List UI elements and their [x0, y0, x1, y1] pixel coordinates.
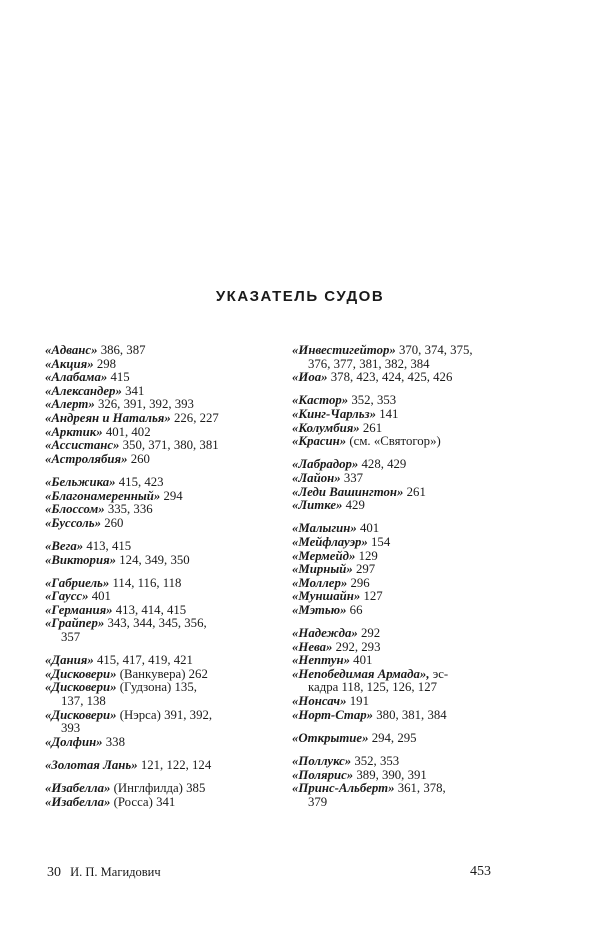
page-refs-continued: 357	[61, 630, 81, 645]
entry-group	[45, 759, 260, 773]
ship-name: «Открытие»	[292, 730, 369, 745]
page-refs: 326, 391, 392, 393	[97, 397, 194, 412]
index-entry	[292, 408, 504, 422]
entry-group	[45, 654, 260, 749]
index-entry	[292, 782, 504, 796]
index-entry	[292, 458, 504, 472]
ship-name: «Нептун»	[292, 653, 350, 668]
page-refs: 294, 295	[371, 730, 417, 745]
page-refs: 127	[363, 589, 383, 604]
index-entry	[45, 371, 260, 385]
index-entry	[292, 563, 504, 577]
index-entry	[292, 435, 504, 449]
page-refs: 415, 417, 419, 421	[96, 653, 193, 668]
ship-name: «Ассистанс»	[45, 438, 120, 453]
entry-group	[292, 755, 504, 809]
ship-name: «Астролябия»	[45, 451, 128, 466]
entry-group	[292, 344, 504, 385]
index-entry	[292, 344, 504, 358]
index-entry	[45, 736, 260, 750]
entry-group	[292, 522, 504, 617]
ship-note: (см. «Святогор»)	[349, 434, 441, 449]
index-entry	[292, 654, 504, 668]
page-refs: 124, 349, 350	[119, 552, 190, 567]
ship-name: «Дисковери»	[45, 707, 117, 722]
page-refs: 413, 415	[86, 538, 132, 553]
ship-note: (Ванкувера)	[119, 666, 186, 681]
ship-note: (Инглфилда)	[113, 781, 183, 796]
page-refs: 337	[343, 470, 364, 485]
ship-name: «Надежда»	[292, 626, 358, 641]
index-entry	[45, 681, 260, 695]
ship-name: «Лабрадор»	[292, 457, 359, 472]
index-entry	[292, 641, 504, 655]
index-entry	[292, 709, 504, 723]
page-refs: 401	[360, 521, 380, 536]
entry-group	[45, 344, 260, 466]
ship-name: «Гаусс»	[45, 589, 89, 604]
page-refs-continued: 137, 138	[61, 694, 106, 709]
index-entry	[45, 540, 260, 554]
page-refs-continued: 393	[61, 721, 81, 736]
page-refs: 341	[156, 794, 176, 809]
page-refs: 429	[345, 498, 365, 513]
ship-name: «Изабелла»	[45, 794, 111, 809]
ship-name: «Грайпер»	[45, 616, 105, 631]
page-refs: 294	[163, 488, 183, 503]
ship-note: (Росса)	[113, 794, 153, 809]
page-refs: эс-	[432, 666, 449, 681]
ship-name: «Литке»	[292, 498, 343, 513]
index-entry	[45, 344, 260, 358]
ship-name: «Красин»	[292, 434, 347, 449]
page-refs: 298	[96, 356, 117, 371]
page-refs: 343, 344, 345, 356,	[107, 616, 207, 631]
index-entry	[292, 499, 504, 513]
page-refs: 260	[130, 451, 150, 466]
ship-name: «Непобедимая Армада»,	[292, 666, 430, 681]
page-refs: 401	[353, 653, 373, 668]
ship-name: «Долфин»	[45, 734, 103, 749]
page-refs: 154	[371, 534, 391, 549]
ship-name: «Инвестигейтор»	[292, 343, 396, 357]
page-refs: 370, 374, 375,	[398, 343, 473, 357]
page-refs: 191	[349, 694, 369, 709]
index-entry	[292, 422, 504, 436]
index-entry	[45, 385, 260, 399]
index-title: УКАЗАТЕЛЬ СУДОВ	[215, 288, 385, 305]
page-refs: 350, 371, 380, 381	[122, 438, 219, 453]
entry-group	[292, 732, 504, 746]
index-entry	[45, 554, 260, 568]
page-refs-continued: 376, 377, 381, 382, 384	[308, 356, 430, 371]
index-entry	[292, 371, 504, 385]
entry-group	[292, 627, 504, 722]
page-refs: 226, 227	[174, 410, 219, 425]
page-refs: 341	[125, 383, 145, 398]
page-refs: 338	[105, 734, 125, 749]
footer-signature	[47, 865, 161, 881]
ship-name: «Германия»	[45, 602, 113, 617]
ship-name: «Леди Вашингтон»	[292, 484, 404, 499]
entry-group	[45, 540, 260, 567]
index-entry	[45, 398, 260, 412]
index-column-left	[45, 344, 260, 819]
ship-name: «Норт-Стар»	[292, 707, 374, 722]
page-refs: 361, 378,	[397, 781, 446, 796]
page-refs: 297	[356, 562, 376, 577]
page-refs: 335, 336	[107, 502, 153, 517]
page-refs: 129	[358, 548, 378, 563]
ship-name: «Александер»	[45, 383, 122, 398]
index-entry	[45, 796, 260, 810]
index-entry	[292, 755, 504, 769]
page-refs: 292	[361, 626, 381, 641]
entry-group	[292, 394, 504, 448]
ship-name: «Алерт»	[45, 397, 95, 412]
ship-name: «Мейфлауэр»	[292, 534, 368, 549]
ship-name: «Вега»	[45, 538, 84, 553]
page-refs: 415	[110, 370, 130, 385]
index-entry	[45, 503, 260, 517]
ship-note: (Нэрса)	[119, 707, 161, 722]
ship-name: «Акция»	[45, 356, 94, 371]
ship-name: «Принс-Альберт»	[292, 781, 395, 796]
index-entry	[45, 604, 260, 618]
index-entry	[292, 577, 504, 591]
ship-name: «Мэтью»	[292, 602, 347, 617]
entry-group	[45, 577, 260, 645]
index-entry	[292, 668, 504, 682]
page-refs-continued: кадра 118, 125, 126, 127	[308, 680, 437, 695]
page-refs: 135,	[174, 680, 197, 695]
page-refs: 66	[349, 602, 363, 617]
entry-group	[45, 476, 260, 530]
page-refs: 296	[350, 575, 370, 590]
ship-name: «Мирный»	[292, 562, 353, 577]
ship-name: «Мермейд»	[292, 548, 356, 563]
page-refs: 386, 387	[100, 343, 146, 357]
ship-name: «Золотая Лань»	[45, 758, 138, 772]
ship-name: «Кастор»	[292, 393, 349, 408]
index-entry	[45, 439, 260, 453]
ship-name: «Буссоль»	[45, 515, 101, 530]
page-refs: 141	[379, 406, 399, 421]
index-entry	[292, 536, 504, 550]
index-entry	[292, 590, 504, 604]
index-entry	[45, 476, 260, 490]
index-entry	[45, 426, 260, 440]
index-entry	[292, 394, 504, 408]
index-entry	[292, 769, 504, 783]
index-entry	[292, 627, 504, 641]
ship-name: «Поллукс»	[292, 754, 352, 768]
page-refs: 121, 122, 124	[140, 758, 212, 772]
ship-name: «Алабама»	[45, 370, 108, 385]
author-name: И. П. Магидович	[70, 865, 161, 879]
index-entry	[292, 472, 504, 486]
ship-name: «Арктик»	[45, 424, 103, 439]
signature-number: 30	[47, 865, 61, 880]
page-refs: 391, 392,	[164, 707, 213, 722]
ship-name: «Дисковери»	[45, 680, 117, 695]
index-entry	[45, 668, 260, 682]
index-entry	[45, 590, 260, 604]
ship-name: «Адванс»	[45, 343, 98, 357]
ship-name: «Дания»	[45, 653, 94, 668]
ship-name: «Муншайн»	[292, 589, 361, 604]
entry-group	[45, 782, 260, 809]
ship-note: (Гудзона)	[119, 680, 172, 695]
page-refs-continued: 379	[308, 794, 328, 809]
page-refs: 428, 429	[361, 457, 407, 472]
index-entry	[292, 695, 504, 709]
ship-name: «Дисковери»	[45, 666, 117, 681]
page-refs: 380, 381, 384	[376, 707, 447, 722]
page-refs: 415, 423	[118, 474, 164, 489]
index-entry	[45, 358, 260, 372]
index-entry	[45, 412, 260, 426]
page-refs: 260	[104, 515, 124, 530]
entry-group	[292, 458, 504, 512]
page-refs: 352, 353	[354, 754, 400, 768]
ship-name: «Бельжика»	[45, 474, 116, 489]
index-entry	[45, 453, 260, 467]
index-entry	[45, 709, 260, 723]
ship-name: «Кинг-Чарльз»	[292, 406, 376, 421]
ship-name: «Блоссом»	[45, 502, 105, 517]
index-entry	[45, 759, 260, 773]
index-entry	[45, 782, 260, 796]
ship-name: «Лайон»	[292, 470, 341, 485]
ship-name: «Иоа»	[292, 370, 328, 385]
page-refs: 401	[91, 589, 111, 604]
index-entry	[45, 490, 260, 504]
index-entry	[292, 486, 504, 500]
index-entry	[292, 604, 504, 618]
ship-name: «Нева»	[292, 639, 333, 654]
ship-name: «Нонсач»	[292, 694, 347, 709]
index-entry	[292, 732, 504, 746]
ship-name: «Благонамеренный»	[45, 488, 161, 503]
ship-name: «Виктория»	[45, 552, 117, 567]
ship-name: «Моллер»	[292, 575, 348, 590]
page-refs: 261	[406, 484, 426, 499]
page-refs: 352, 353	[351, 393, 397, 408]
index-entry	[45, 654, 260, 668]
ship-name: «Изабелла»	[45, 781, 111, 796]
ship-name: «Полярис»	[292, 767, 354, 782]
ship-name: «Малыгин»	[292, 521, 357, 536]
index-column-right	[292, 344, 504, 819]
page-refs: 114, 116, 118	[112, 575, 182, 590]
page-refs: 385	[186, 781, 206, 796]
page-refs: 401, 402	[105, 424, 151, 439]
index-entry	[45, 517, 260, 531]
page-refs: 262	[188, 666, 208, 681]
page-refs: 261	[362, 420, 383, 435]
page-refs: 378, 423, 424, 425, 426	[330, 370, 453, 385]
ship-name: «Колумбия»	[292, 420, 360, 435]
index-entry	[45, 577, 260, 591]
ship-name: «Андреян и Наталья»	[45, 410, 171, 425]
index-entry	[292, 550, 504, 564]
page-refs: 389, 390, 391	[356, 767, 427, 782]
page-refs: 292, 293	[335, 639, 381, 654]
ship-name: «Габриель»	[45, 575, 110, 590]
page-refs: 413, 414, 415	[115, 602, 187, 617]
index-entry	[292, 522, 504, 536]
page-number: 453	[470, 864, 491, 879]
index-entry	[45, 617, 260, 631]
